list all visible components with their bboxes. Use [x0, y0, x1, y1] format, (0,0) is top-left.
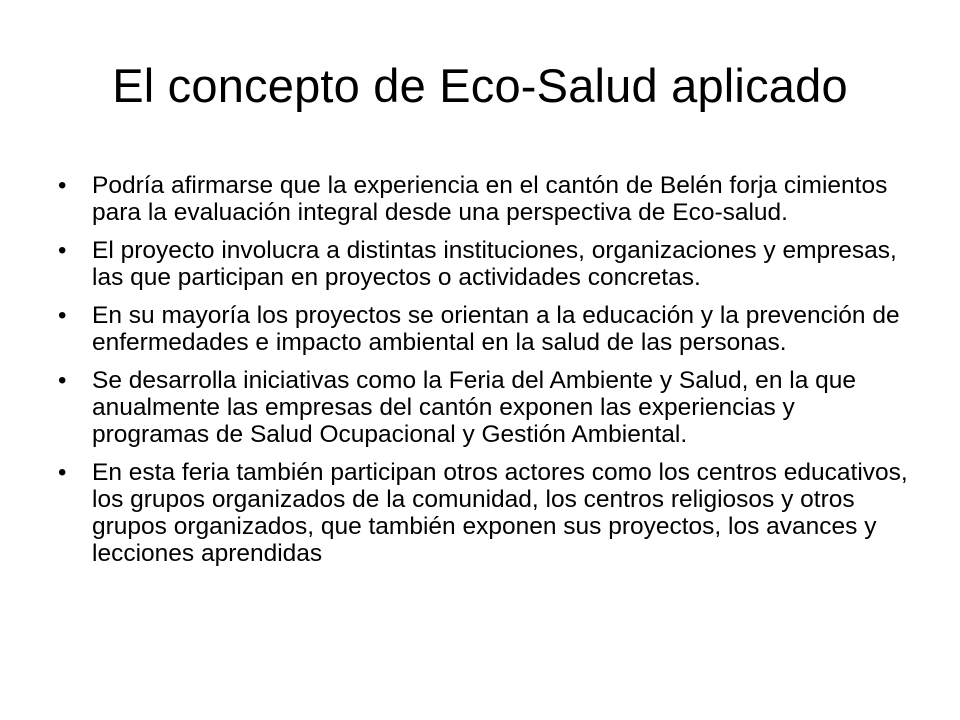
- bullet-text: En su mayoría los proyectos se orientan a la educación y la prevención de enfermedades e impacto ambiental en la salud de las personas.: [92, 302, 900, 356]
- bullet-item-4: [56, 367, 914, 448]
- bullet-item-2: [56, 237, 914, 291]
- bullet-text: En esta feria también participan otros actores como los centros educativos, los grupos organizados de la comunidad, los centros religiosos y otros grupos organizados, que también exponen sus proyectos, los avances y lecciones aprendidas: [92, 459, 908, 567]
- bullet-dot-icon: •: [58, 172, 67, 199]
- bullet-dot-icon: •: [58, 302, 67, 329]
- bullet-text: Podría afirmarse que la experiencia en el cantón de Belén forja cimientos para la evaluación integral desde una perspectiva de Eco-salud.: [92, 172, 888, 226]
- bullet-dot-icon: •: [58, 237, 67, 264]
- bullet-item-1: [56, 172, 914, 226]
- bullet-item-5: [56, 459, 914, 567]
- bullet-dot-icon: •: [58, 367, 67, 394]
- bullet-list: [56, 172, 914, 578]
- slide-title: El concepto de Eco-Salud aplicado: [112, 59, 848, 112]
- bullet-text: Se desarrolla iniciativas como la Feria del Ambiente y Salud, en la que anualmente las empresas del cantón exponen las experiencias y programas de Salud Ocupacional y Gestión Ambiental.: [92, 367, 856, 448]
- bullet-dot-icon: •: [58, 459, 67, 486]
- bullet-item-3: [56, 302, 914, 356]
- bullet-text: El proyecto involucra a distintas instituciones, organizaciones y empresas, las que participan en proyectos o actividades concretas.: [92, 237, 897, 291]
